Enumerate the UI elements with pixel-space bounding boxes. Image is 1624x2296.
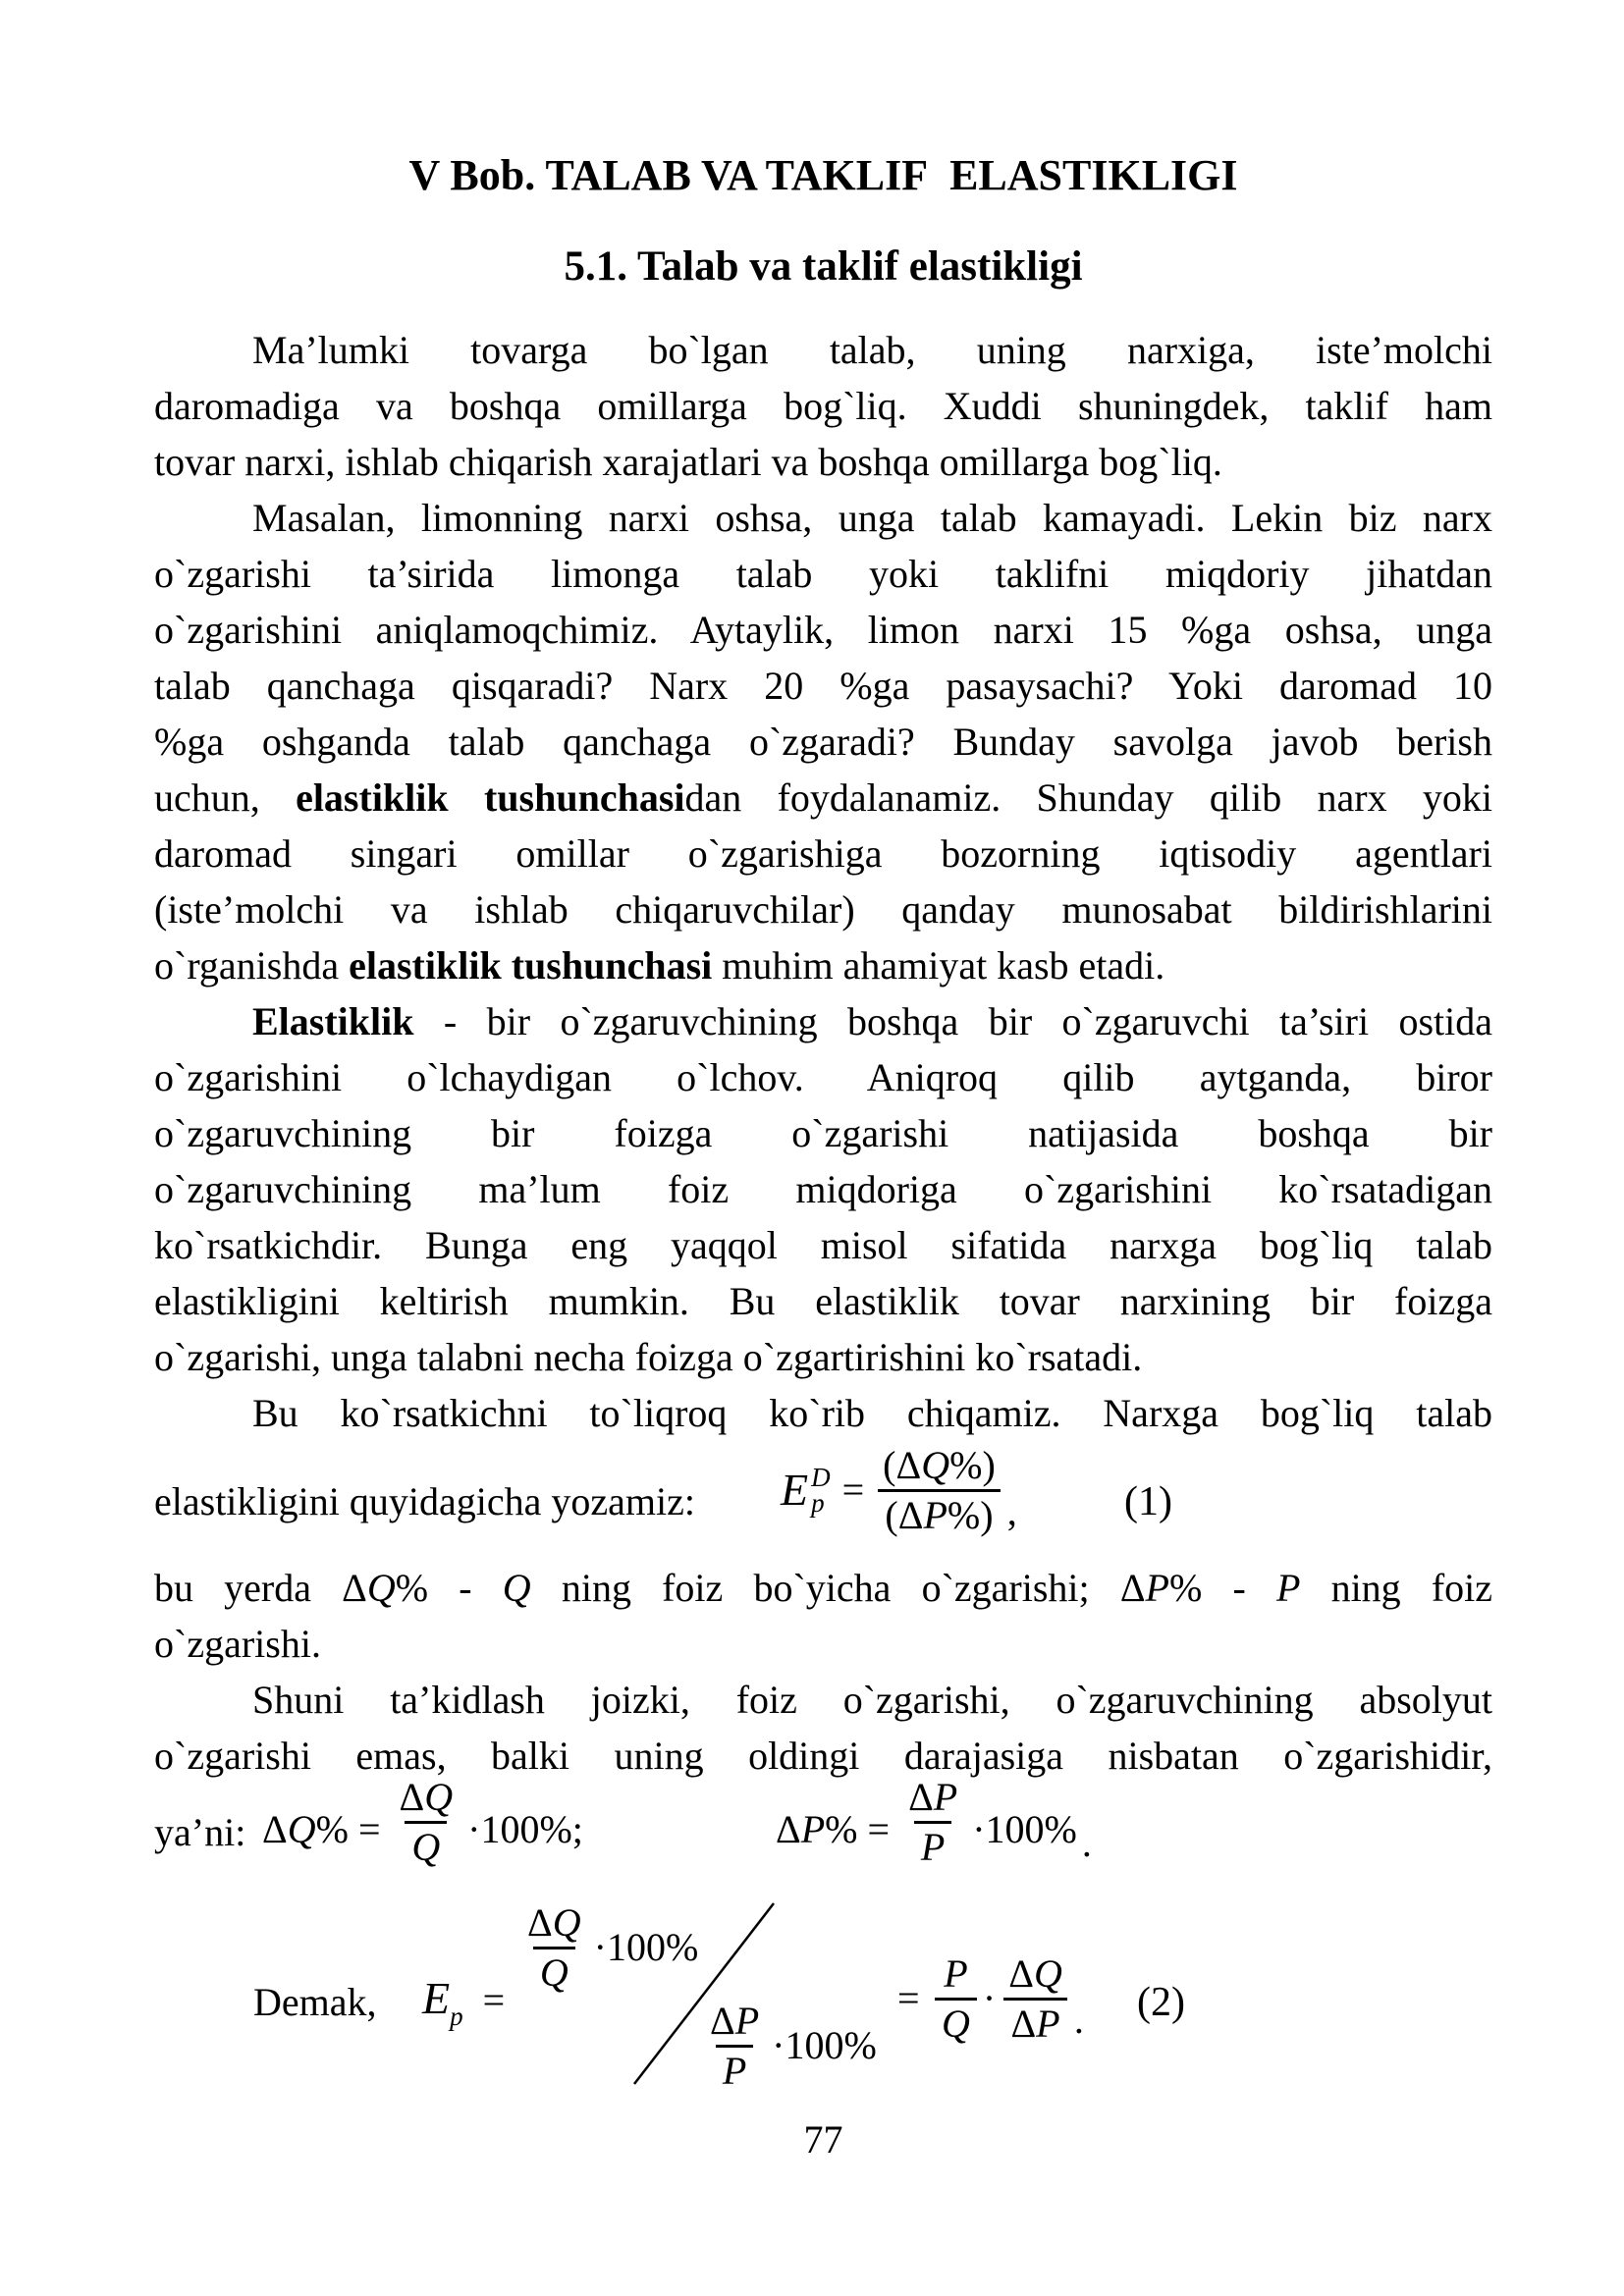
- fraction-denominator: (ΔP%): [878, 1489, 1000, 1539]
- delta-p-lhs: ΔP% =: [776, 1807, 891, 1851]
- formula-period: .: [1081, 1821, 1092, 1865]
- elasticity-E: E: [422, 1973, 451, 2023]
- section-title: 5.1. Talab va taklif elastikligi: [564, 243, 1083, 290]
- delta-q-percent-formula: [262, 1769, 583, 1875]
- elasticity-superscript-subscript: [811, 1465, 831, 1516]
- fraction-numerator: ΔQ: [1008, 1950, 1062, 1996]
- elasticity-symbol: [781, 1465, 831, 1516]
- text-line: o`zgaruvchining bir foizga o`zgarishi natijasida boshqa bir: [154, 1111, 1492, 1155]
- subscript-p: p: [450, 2002, 463, 2031]
- demak-lead: Demak,: [253, 1980, 377, 2024]
- times-100-percent: ·100%: [593, 1925, 699, 1969]
- text-line: o`rganishda elastiklik tushunchasi muhim ahamiyat kasb etadi.: [154, 943, 1165, 988]
- text-line: o`zgarishini o`lchaydigan o`lchov. Aniqroq qilib aytganda, biror: [154, 1055, 1492, 1099]
- chapter-title: V Bob. TALAB VA TAKLIF ELASTIKLIGI: [408, 151, 1238, 199]
- paragraph-5: [154, 1672, 1492, 1784]
- multiplication-dot: ·: [982, 1976, 997, 2020]
- delta-q-over-delta-p-fraction: [1001, 1950, 1069, 2048]
- fraction-numerator: (ΔQ%): [883, 1442, 996, 1487]
- delta-p-fraction: [901, 1774, 964, 1871]
- yani-lead: ya’ni:: [154, 1810, 246, 1854]
- text-line: Elastiklik - bir o`zgaruvchining boshqa bir o`zgaruvchi ta’siri ostida: [252, 999, 1492, 1043]
- delta-p-percent-formula: [776, 1769, 1092, 1875]
- delta-q-lhs: ΔQ% =: [262, 1807, 381, 1851]
- equals-sign: =: [841, 1468, 865, 1512]
- text-line: o`zgaruvchining ma’lum foiz miqdoriga o`zgarishini ko`rsatadigan: [154, 1167, 1492, 1211]
- fraction-denominator: P: [716, 2045, 753, 2095]
- fraction-numerator: P: [944, 1950, 968, 1996]
- text-line: daromad singari omillar o`zgarishiga bozorning iqtisodiy agentlari: [154, 831, 1492, 876]
- formula-2-label: (2): [1137, 1980, 1185, 2025]
- text-line: talab qanchaga qisqaradi? Narx 20 %ga pasaysachi? Yoki daromad 10: [154, 664, 1492, 708]
- equals-sign: =: [482, 1978, 506, 2022]
- formula-1-label: (1): [1124, 1479, 1172, 1524]
- text-line: o`zgarishi, unga talabni necha foizga o`zgartirishini ko`rsatadi.: [154, 1335, 1143, 1379]
- fraction-denominator: ΔP: [1003, 1998, 1066, 2048]
- text-line: daromadiga va boshqa omillarga bog`liq. Xuddi shuningdek, taklif ham: [154, 384, 1492, 428]
- delta-p-over-p-fraction: [703, 1998, 766, 2095]
- equals-sign: =: [897, 1976, 920, 2020]
- delta-q-over-q-fraction: [520, 1899, 588, 1997]
- elasticity-E: E: [781, 1465, 809, 1515]
- formula-comma: ,: [1006, 1489, 1017, 1533]
- text-line: uchun, elastiklik tushunchasidan foydalanamiz. Shunday qilib narx yoki: [154, 775, 1492, 820]
- formula-1-fraction: [876, 1442, 1002, 1539]
- text-line: o`zgarishi.: [154, 1622, 321, 1666]
- text-line: %ga oshganda talab qanchaga o`zgaradi? Bunday savolga javob berish: [154, 720, 1492, 764]
- text-line: Ma’lumki tovarga bo`lgan talab, uning narxiga, iste’molchi: [252, 328, 1492, 372]
- formula-1-intro: elastikligini quyidagicha yozamiz:: [154, 1479, 695, 1523]
- page-number: 77: [803, 2117, 843, 2162]
- text-line: tovar narxi, ishlab chiqarish xarajatlari va boshqa omillarga bog`liq.: [154, 440, 1222, 484]
- delta-q-fraction: [393, 1774, 460, 1871]
- text-line: Masalan, limonning narxi oshsa, unga talab kamayadi. Lekin biz narx: [252, 496, 1492, 540]
- paragraph-3: [154, 993, 1492, 1385]
- fraction-numerator: ΔP: [908, 1774, 958, 1819]
- fraction-numerator: ΔQ: [399, 1774, 454, 1819]
- paragraph-2: [154, 490, 1492, 993]
- text-line: elastikligini keltirish mumkin. Bu elastiklik tovar narxining bir foizga: [154, 1279, 1492, 1323]
- result-group: [935, 1951, 1084, 2046]
- text-line: Bu ko`rsatkichni to`liqroq ko`rib chiqamiz. Narxga bog`liq talab: [252, 1391, 1492, 1435]
- text-line: o`zgarishi ta’sirida limonga talab yoki taklifni miqdoriy jihatdan: [154, 552, 1492, 596]
- denominator-group: [703, 1999, 877, 2093]
- fraction-denominator: P: [914, 1821, 951, 1871]
- times-100-percent: ·100%;: [467, 1807, 583, 1851]
- fraction-denominator: Q: [405, 1821, 447, 1871]
- text-line: Shuni ta’kidlash joizki, foiz o`zgarishi, o`zgaruvchining absolyut: [252, 1678, 1492, 1722]
- text-line: (iste’molchi va ishlab chiqaruvchilar) qanday munosabat bildirishlarini: [154, 887, 1492, 932]
- text-line: o`zgarishini aniqlamoqchimiz. Aytaylik, limon narxi 15 %ga oshsa, unga: [154, 608, 1492, 652]
- times-100-percent: ·100%: [772, 2023, 877, 2067]
- superscript-D: D: [811, 1463, 831, 1492]
- fraction-numerator: ΔQ: [527, 1899, 581, 1945]
- fraction-denominator: Q: [533, 1947, 575, 1997]
- fraction-denominator: Q: [935, 1998, 977, 2048]
- fraction-numerator: ΔP: [710, 1998, 760, 2043]
- paragraph-4-continuation: [154, 1560, 1492, 1672]
- paragraph-4-intro: [154, 1385, 1492, 1441]
- text-line: o`zgarishi emas, balki uning oldingi darajasiga nisbatan o`zgarishidir,: [154, 1734, 1492, 1778]
- p-over-q-fraction: [935, 1950, 977, 2048]
- subscript-p: p: [811, 1488, 825, 1518]
- text-line: ko`rsatkichdir. Bunga eng yaqqol misol sifatida narxga bog`liq talab: [154, 1223, 1492, 1267]
- times-100-percent: ·100%: [972, 1807, 1077, 1851]
- formula-period: .: [1073, 1998, 1084, 2042]
- paragraph-1: [154, 322, 1492, 490]
- elasticity-ep-symbol: [422, 1973, 506, 2038]
- text-line: bu yerda ΔQ% - Q ning foiz bo`yicha o`zgarishi; ΔP% - P ning foiz: [154, 1566, 1493, 1610]
- formula-1: [781, 1435, 1017, 1545]
